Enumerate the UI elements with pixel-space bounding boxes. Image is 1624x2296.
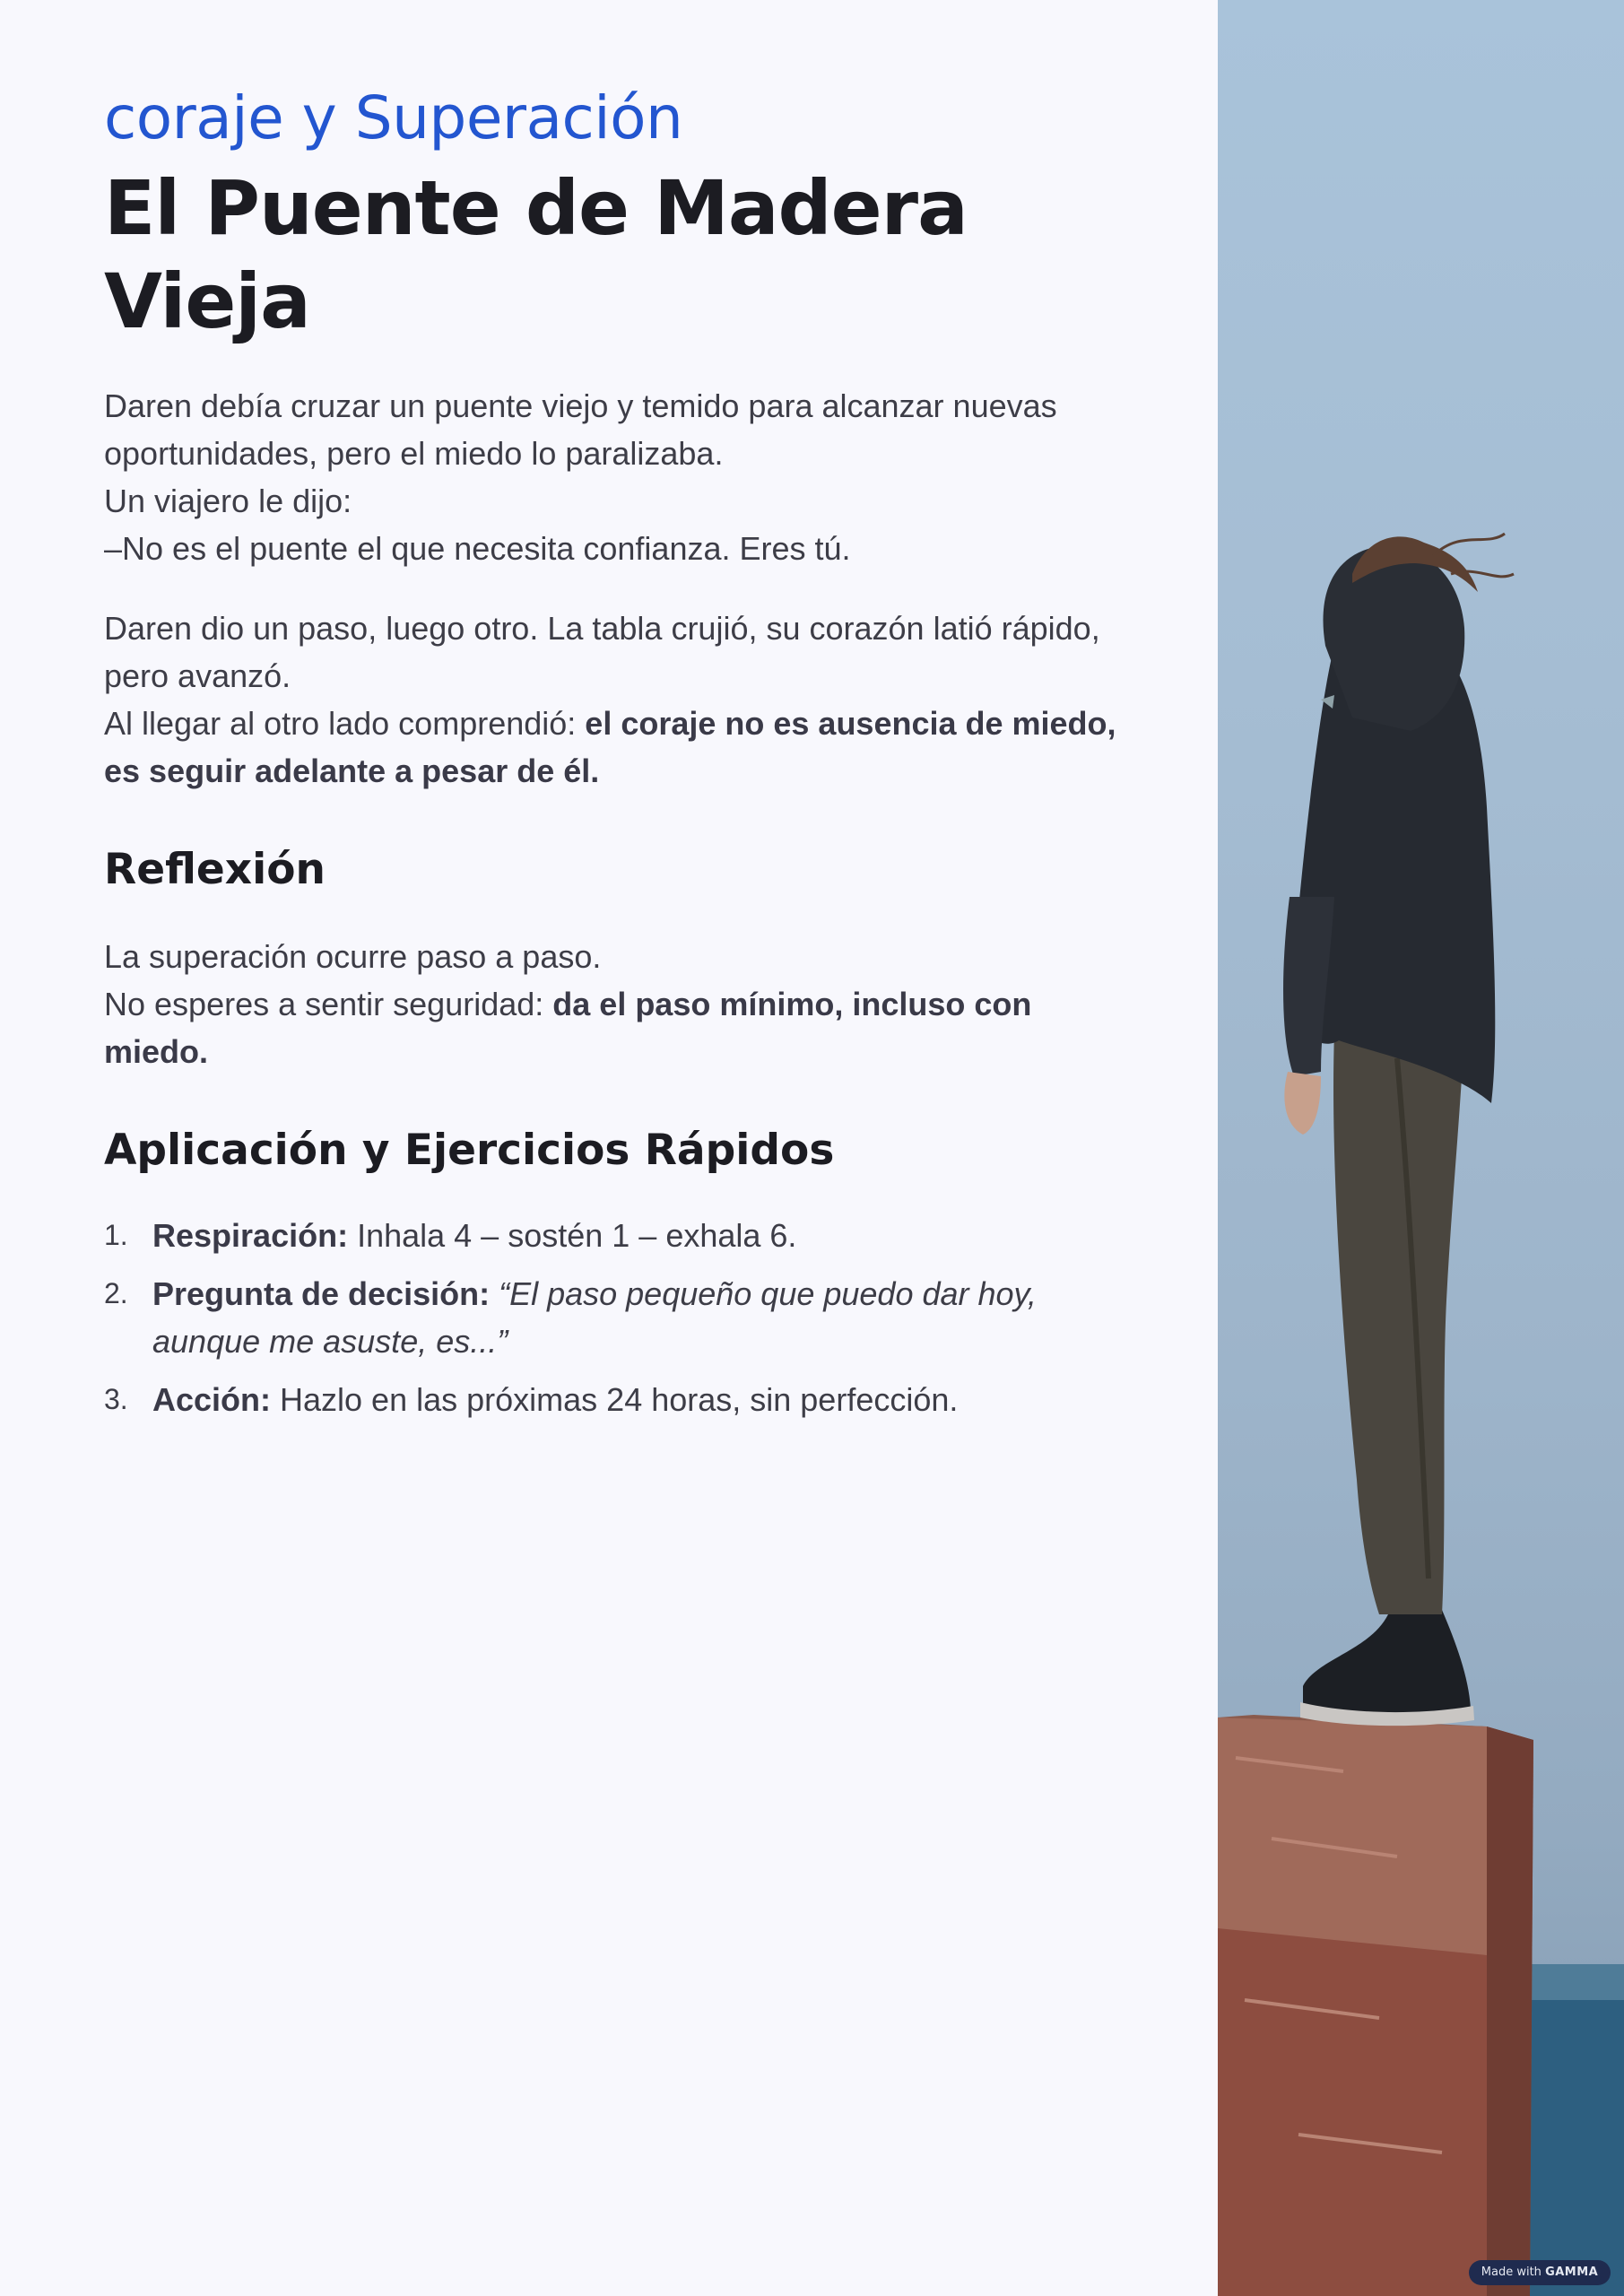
reflection-line: La superación ocurre paso a paso. [104, 938, 602, 975]
story-line: Un viajero le dijo: [104, 483, 352, 519]
list-item [104, 1270, 1135, 1365]
story-lesson-bold: el coraje no es ausencia de miedo, [585, 705, 1116, 742]
story-line-lesson [104, 700, 1135, 747]
list-number: 1. [104, 1219, 128, 1251]
reflection-line [104, 980, 1135, 1028]
sea-horizon [1523, 1964, 1624, 2000]
story-paragraph-2 [104, 604, 1135, 795]
page-kicker: coraje y Superación [104, 83, 683, 152]
list-number: 3. [104, 1383, 128, 1415]
reflection-line [104, 1028, 1135, 1075]
story-line: Daren dio un paso, luego otro. La tabla crujió, su corazón latió rápido, [104, 610, 1100, 647]
pillar-lower [1218, 1928, 1487, 2296]
trousers-shape [1333, 1031, 1464, 1614]
story-paragraph-1 [104, 382, 1135, 572]
badge-prefix: Made with [1481, 2266, 1541, 2279]
reflection-heading: Reflexión [104, 845, 326, 894]
list-number: 2. [104, 1277, 128, 1309]
exercises-heading: Aplicación y Ejercicios Rápidos [104, 1126, 835, 1175]
page-title: El Puente de Madera Vieja [104, 164, 968, 345]
story-lesson-lead: Al llegar al otro lado comprendió: [104, 705, 586, 742]
exercise-text: Hazlo en las próximas 24 horas, sin perfección. [271, 1381, 959, 1418]
shoe-shape [1303, 1610, 1471, 1714]
list-item [104, 1376, 1135, 1423]
reflection-bold: miedo. [104, 1033, 209, 1070]
made-with-badge[interactable] [1469, 2260, 1611, 2285]
story-line: –No es el puente el que necesita confianza. Eres tú. [104, 530, 851, 567]
exercise-quote: aunque me asuste, es...” [152, 1323, 508, 1360]
exercise-label: Respiración: [152, 1217, 349, 1254]
badge-brand: GAMMA [1545, 2266, 1599, 2279]
story-line: Daren debía cruzar un puente viejo y temido para alcanzar nuevas [104, 387, 1057, 424]
exercise-label: Acción: [152, 1381, 272, 1418]
exercise-quote: “El paso pequeño que puedo dar hoy, [490, 1275, 1037, 1312]
story-line: oportunidades, pero el miedo lo paralizaba. [104, 435, 724, 472]
story-line: pero avanzó. [104, 657, 291, 694]
hand-shape [1284, 1072, 1321, 1135]
reflection-paragraph [104, 933, 1135, 1075]
story-line-lesson-cont [104, 747, 1135, 795]
reflection-bold: da el paso mínimo, incluso con [552, 986, 1032, 1022]
hero-photo [1218, 0, 1624, 2296]
list-item [104, 1212, 1135, 1259]
person-on-pillar-illustration [1218, 0, 1624, 2296]
reflection-lead: No esperes a sentir seguridad: [104, 986, 553, 1022]
main-content [104, 81, 1135, 1434]
story-lesson-bold: es seguir adelante a pesar de él. [104, 752, 600, 789]
exercise-text: Inhala 4 – sostén 1 – exhala 6. [348, 1217, 797, 1254]
exercises-list [104, 1212, 1135, 1423]
sea-shape [1523, 1964, 1624, 2296]
exercise-label: Pregunta de decisión: [152, 1275, 491, 1312]
pillar-side [1487, 1726, 1533, 2296]
